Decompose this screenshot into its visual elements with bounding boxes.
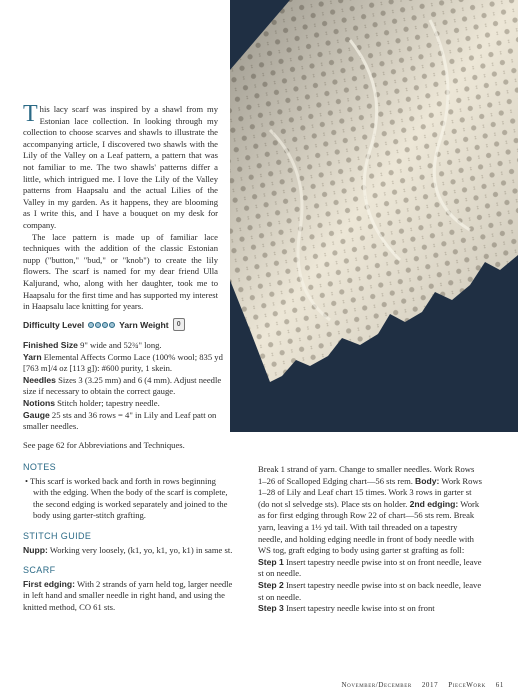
see-page-note: See page 62 for Abbreviations and Techniques. bbox=[23, 440, 185, 450]
instructions-paragraph bbox=[258, 464, 483, 557]
stitch-guide-item bbox=[23, 545, 233, 557]
right-column bbox=[258, 464, 483, 615]
spec-label: Needles bbox=[23, 374, 56, 385]
difficulty-dot-icon bbox=[88, 322, 94, 328]
step-item bbox=[258, 557, 483, 580]
footer-magazine: PieceWork bbox=[448, 681, 486, 689]
spec-value: 9" wide and 52¾" long. bbox=[80, 340, 162, 350]
scarf-heading: SCARF bbox=[23, 565, 56, 576]
spec-yarn bbox=[23, 352, 228, 375]
step-label: Step 3 bbox=[258, 603, 284, 614]
specs-block bbox=[23, 340, 228, 433]
instructions-text: Work Rows 1–28 of Lily and Leaf chart 15 times. Work 3 rows in garter st (do not sl selvedge sts). Place sts on holder. bbox=[258, 475, 483, 509]
intro-paragraph-1 bbox=[23, 101, 218, 232]
spec-label: Yarn bbox=[23, 351, 42, 362]
difficulty-label: Difficulty Level bbox=[23, 319, 85, 330]
first-edging-label: First edging: bbox=[23, 578, 76, 589]
spec-label: Finished Size bbox=[23, 340, 78, 350]
stitch-guide-heading: STITCH GUIDE bbox=[23, 530, 92, 541]
instructions-text: Break 1 strand of yarn. Change to smaller needles. Work Rows 1–26 of Scalloped Edging chart—56 sts rem. bbox=[258, 464, 475, 486]
page-number: 61 bbox=[495, 681, 504, 689]
intro-paragraph-2: The lace pattern is made up of familiar lace techniques with the addition of the classic Estonian nupp ("button," "bud," or "knob") to create the lily flowers. The scarf is named for my dear friend Ulla Kaljurand, who, along with her daughter, took me to Haapsalu for the first time and has supported my interest in Haapsalu lace knitting for years. bbox=[23, 231, 218, 312]
difficulty-dot-icon bbox=[109, 322, 115, 328]
difficulty-dot-icon bbox=[102, 322, 108, 328]
spec-value: Stitch holder; tapestry needle. bbox=[57, 397, 160, 408]
bullet-icon: • bbox=[25, 475, 29, 486]
difficulty-dots bbox=[88, 322, 115, 328]
step-item bbox=[258, 580, 483, 603]
intro-paragraph-1-text: his lacy scarf was inspired by a shawl from my Estonian lace collection. In looking through my collection to choose scarves and shawls to illustrate the accompanying article, I discovered two shawls with the Lily of the Valley on a Leaf pattern, a pattern that was not familiar to me. The two shawls' patterns differ a little, which intrigued me. I love the Lily of the Valley patterns from Haapsalu and the actual Lilies of the Valley in my garden. As it happens, they are blooming as I write this, and I have a bouquet on my desk for company. bbox=[23, 104, 218, 230]
notes-heading: NOTES bbox=[23, 462, 57, 472]
spec-label: Notions bbox=[23, 397, 55, 408]
difficulty-dot-icon bbox=[95, 322, 101, 328]
spec-needles bbox=[23, 375, 228, 398]
step-item bbox=[258, 603, 483, 615]
spec-value: Elemental Affects Cormo Lace (100% wool; 835 yd [763 m]/4 oz [113 g]): #600 purity, 1 skein. bbox=[23, 351, 223, 374]
intro-text bbox=[23, 101, 218, 313]
footer-year: 2017 bbox=[421, 681, 439, 689]
step-text: Insert tapestry needle pwise into st on front needle, leave st on needle. bbox=[258, 556, 482, 579]
instructions-text: Work as for first edging through Row 22 of chart—56 sts rem. Break yarn, leaving a 1½ yd tail. With tail threaded on a tapestry needle, and holding edging needle in front of body needle with WS tog, graft edging to body using garter st grafting as foll: bbox=[258, 498, 480, 556]
spec-label: Gauge bbox=[23, 409, 50, 420]
spec-notions bbox=[23, 398, 228, 410]
note-item bbox=[23, 476, 233, 522]
step-text: Insert tapestry needle pwise into st on back needle, leave st on needle. bbox=[258, 579, 482, 602]
step-label: Step 1 bbox=[258, 556, 284, 567]
nupp-text: Working very loosely, (k1, yo, k1, yo, k1) in same st. bbox=[49, 544, 233, 555]
scarf-photo bbox=[230, 0, 518, 432]
yarn-weight-label: Yarn Weight bbox=[119, 319, 169, 330]
note-text: This scarf is worked back and forth in rows beginning with the edging. When the body of the scarf is complete, the second edging is worked separately and joined to the body using garter-stitch grafting. bbox=[30, 475, 228, 521]
step-label: Step 2 bbox=[258, 579, 284, 590]
body-label: Body: bbox=[415, 475, 440, 486]
first-edging-item bbox=[23, 579, 233, 614]
difficulty-row bbox=[23, 318, 228, 331]
yarn-weight-icon: 0 bbox=[173, 318, 185, 331]
page-footer bbox=[341, 681, 504, 689]
spec-value: 25 sts and 36 rows = 4" in Lily and Leaf patt on smaller needles. bbox=[23, 409, 217, 432]
lace-scarf-illustration bbox=[230, 0, 518, 432]
nupp-label: Nupp: bbox=[23, 544, 48, 555]
first-edging-text: With 2 strands of yarn held tog, larger needle in left hand and smaller needle in right hand, and using the knitted method, CO 61 sts. bbox=[23, 578, 233, 612]
footer-issue: November/December bbox=[341, 681, 412, 689]
spec-value: Sizes 3 (3.25 mm) and 6 (4 mm). Adjust needle size if necessary to obtain the correct gauge. bbox=[23, 374, 222, 397]
step-text: Insert tapestry needle kwise into st on front bbox=[283, 603, 435, 614]
spec-gauge bbox=[23, 410, 228, 433]
drop-cap: T bbox=[23, 101, 38, 127]
left-column bbox=[23, 462, 233, 614]
spec-finished-size bbox=[23, 340, 228, 352]
second-edging-label: 2nd edging: bbox=[409, 498, 459, 509]
